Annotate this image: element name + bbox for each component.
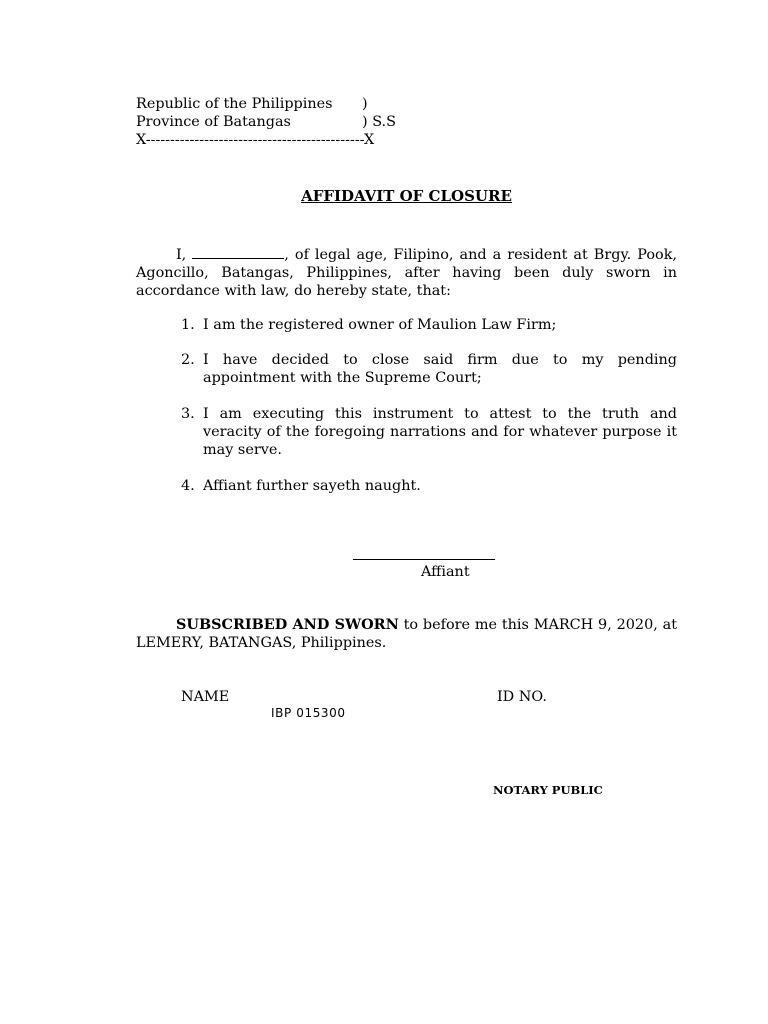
intro-prefix: I,: [176, 247, 187, 263]
list-number: 3.: [181, 406, 195, 422]
id-number-label: ID NO.: [497, 689, 547, 705]
list-text: Affiant further sayeth naught.: [203, 478, 421, 494]
venue-bracket-ss: ) S.S: [362, 114, 396, 130]
intro-paragraph: [136, 244, 677, 300]
venue-separator: X---------------------------------------------X: [136, 132, 375, 148]
intro-text: , of legal age, Filipino, and a resident at Brgy. Pook, Agoncillo, Batangas, Philippines, after having been duly sworn in accordance with law, do hereby state, that:: [136, 247, 677, 299]
list-text: I am executing this instrument to attest to the truth and veracity of the foregoing narrations and for whatever purpose it may serve.: [203, 406, 677, 458]
document-title: AFFIDAVIT OF CLOSURE: [301, 187, 512, 205]
list-text: I have decided to close said firm due to my pending appointment with the Supreme Court;: [203, 352, 677, 386]
venue-bracket-1: ): [362, 96, 368, 112]
list-number: 1.: [181, 317, 195, 333]
list-text: I am the registered owner of Maulion Law Firm;: [203, 317, 557, 333]
venue-country: Republic of the Philippines: [136, 96, 333, 112]
venue-province: Province of Batangas: [136, 114, 291, 130]
ibp-number: IBP 015300: [271, 706, 346, 720]
jurat-text: to before me this MARCH 9, 2020, at LEMERY, BATANGAS, Philippines.: [136, 617, 678, 651]
list-number: 2.: [181, 352, 195, 368]
affiant-label: Affiant: [421, 564, 470, 580]
jurat-paragraph: [136, 616, 677, 652]
jurat-bold: SUBSCRIBED AND SWORN: [176, 616, 399, 633]
list-number: 4.: [181, 478, 195, 494]
signature-line: [353, 559, 495, 560]
notary-public-label: NOTARY PUBLIC: [493, 783, 603, 797]
name-blank-line: [192, 244, 284, 259]
name-label: NAME: [181, 689, 230, 705]
